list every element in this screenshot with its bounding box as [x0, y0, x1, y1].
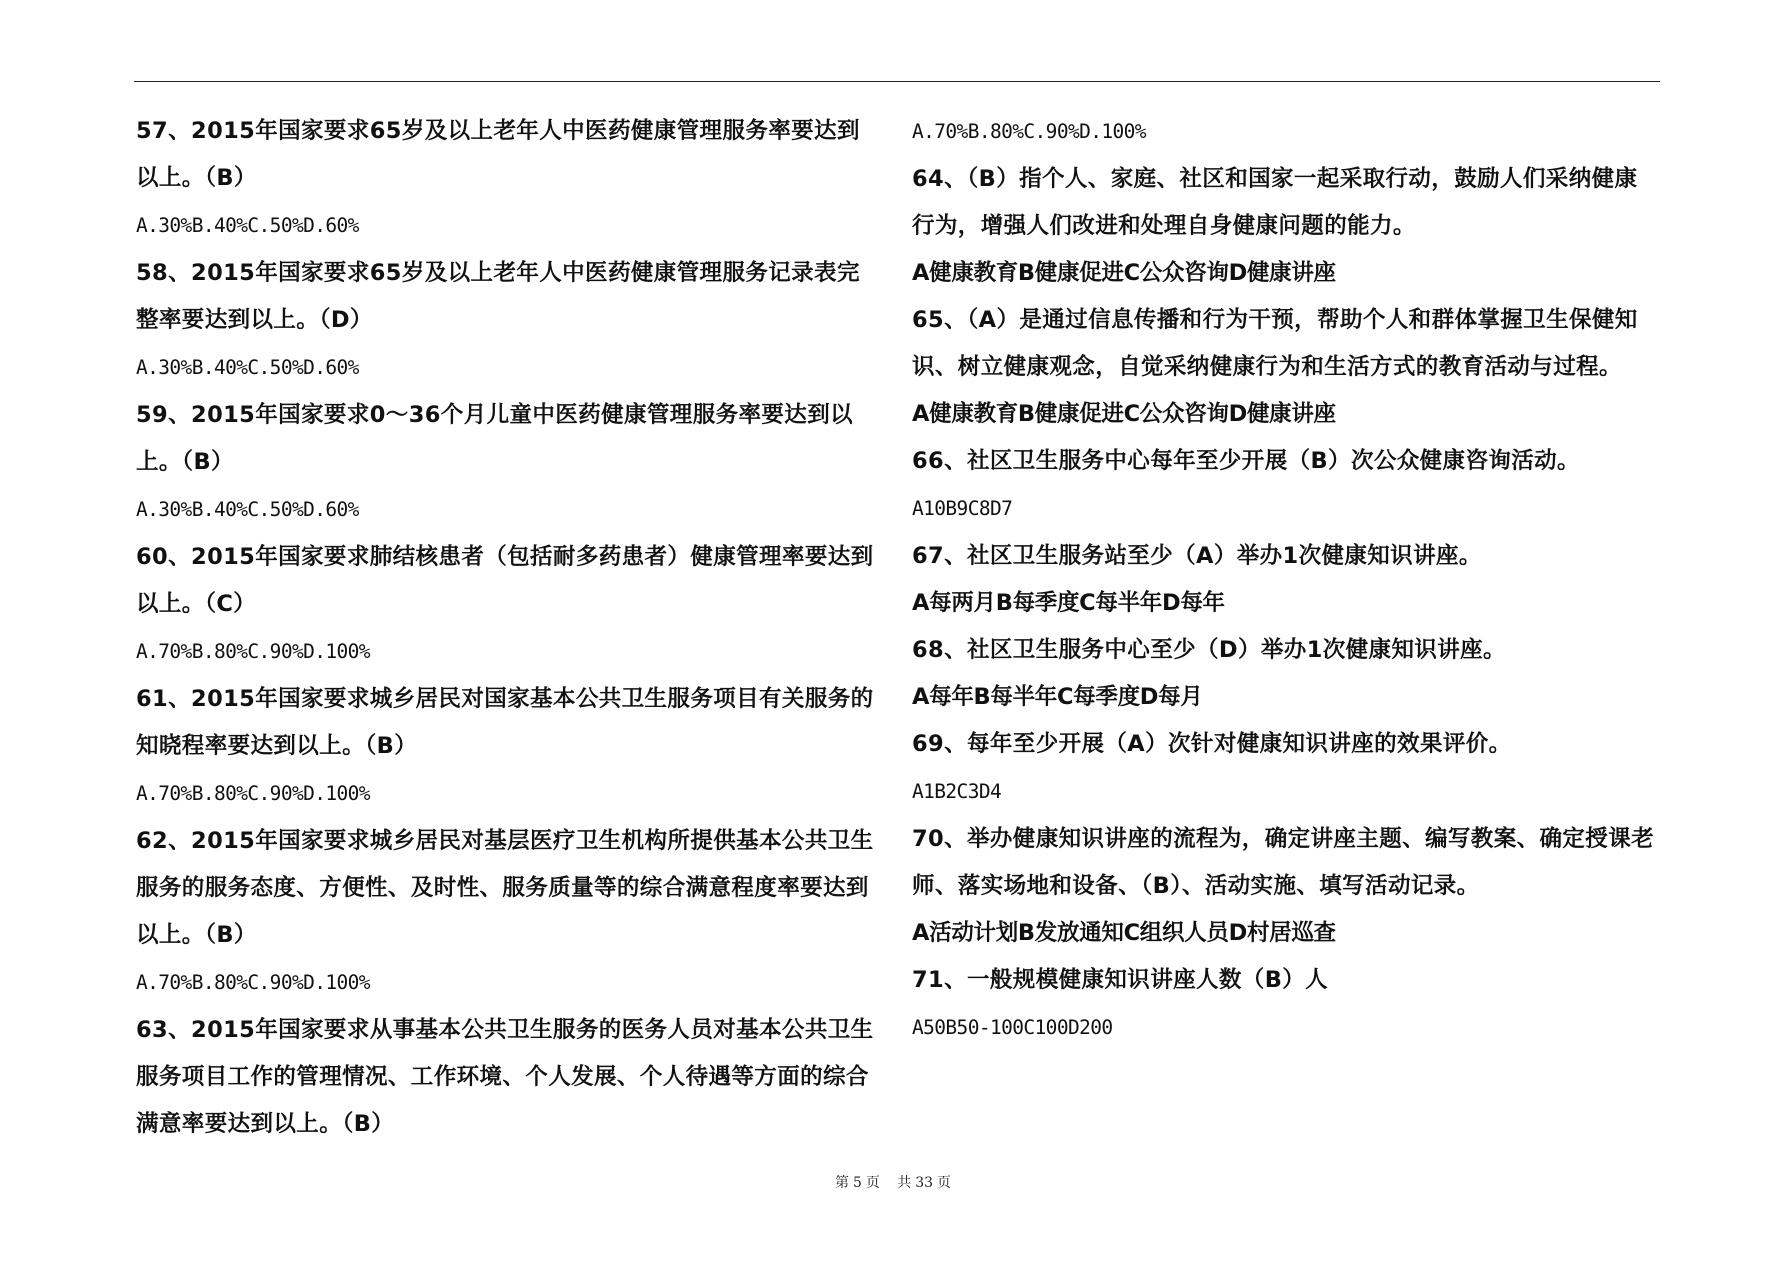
options-64: A健康教育B健康促进C公众咨询D健康讲座 — [912, 260, 1336, 286]
options-68: A每年B每半年C每季度D每月 — [912, 684, 1203, 710]
footer-prefix: 第 — [834, 1175, 849, 1191]
options-70: A活动计划B发放通知C组织人员D村居巡查 — [912, 920, 1336, 946]
left-column — [136, 108, 881, 1148]
options-65: A健康教育B健康促进C公众咨询D健康讲座 — [912, 401, 1336, 427]
options-59: A.30%B.40%C.50%D.60% — [136, 498, 359, 521]
question-68: 68、社区卫生服务中心至少（D）举办1次健康知识讲座。 — [912, 637, 1506, 663]
footer-total-pages: 33 — [915, 1175, 934, 1191]
question-62: 62、2015年国家要求城乡居民对基层医疗卫生机构所提供基本公共卫生服务的服务态度、方便性、及时性、服务质量等的综合满意程度率要达到以上。（B） — [136, 828, 874, 948]
footer-page-number: 5 — [852, 1175, 862, 1191]
question-63: 63、2015年国家要求从事基本公共卫生服务的医务人员对基本公共卫生服务项目工作的管理情况、工作环境、个人发展、个人待遇等方面的综合满意率要达到以上。（B） — [136, 1017, 874, 1137]
right-column — [912, 108, 1657, 1052]
options-71: A50B50-100C100D200 — [912, 1016, 1113, 1039]
options-61: A.70%B.80%C.90%D.100% — [136, 782, 370, 805]
options-60: A.70%B.80%C.90%D.100% — [136, 640, 370, 663]
question-67: 67、社区卫生服务站至少（A）举办1次健康知识讲座。 — [912, 543, 1482, 569]
question-57: 57、2015年国家要求65岁及以上老年人中医药健康管理服务率要达到以上。（B） — [136, 118, 860, 191]
question-69: 69、每年至少开展（A）次针对健康知识讲座的效果评价。 — [912, 731, 1512, 757]
header-rule — [134, 81, 1660, 82]
question-58: 58、2015年国家要求65岁及以上老年人中医药健康管理服务记录表完整率要达到以上。（D） — [136, 260, 860, 333]
question-70: 70、举办健康知识讲座的流程为，确定讲座主题、编写教案、确定授课老师、落实场地和设备、（B）、活动实施、填写活动记录。 — [912, 826, 1655, 899]
question-66: 66、社区卫生服务中心每年至少开展（B）次公众健康咨询活动。 — [912, 448, 1580, 474]
options-63: A.70%B.80%C.90%D.100% — [912, 120, 1146, 143]
options-69: A1B2C3D4 — [912, 780, 1002, 803]
question-61: 61、2015年国家要求城乡居民对国家基本公共卫生服务项目有关服务的知晓程率要达到以上。（B） — [136, 686, 874, 759]
options-62: A.70%B.80%C.90%D.100% — [136, 971, 370, 994]
page-footer — [0, 1172, 1786, 1192]
footer-total-prefix: 共 — [897, 1175, 912, 1191]
options-57: A.30%B.40%C.50%D.60% — [136, 214, 359, 237]
footer-total-unit: 页 — [937, 1175, 952, 1191]
options-66: A10B9C8D7 — [912, 497, 1013, 520]
question-64: 64、（B）指个人、家庭、社区和国家一起采取行动，鼓励人们采纳健康行为，增强人们改进和处理自身健康问题的能力。 — [912, 166, 1638, 239]
options-58: A.30%B.40%C.50%D.60% — [136, 356, 359, 379]
question-60: 60、2015年国家要求肺结核患者（包括耐多药患者）健康管理率要达到以上。（C） — [136, 544, 874, 617]
options-67: A每两月B每季度C每半年D每年 — [912, 590, 1225, 616]
footer-page-unit: 页 — [865, 1175, 880, 1191]
question-59: 59、2015年国家要求0～36个月儿童中医药健康管理服务率要达到以上。（B） — [136, 402, 854, 475]
question-65: 65、（A）是通过信息传播和行为干预，帮助个人和群体掌握卫生保健知识、树立健康观念，自觉采纳健康行为和生活方式的教育活动与过程。 — [912, 307, 1638, 380]
question-71: 71、一般规模健康知识讲座人数（B）人 — [912, 967, 1329, 993]
